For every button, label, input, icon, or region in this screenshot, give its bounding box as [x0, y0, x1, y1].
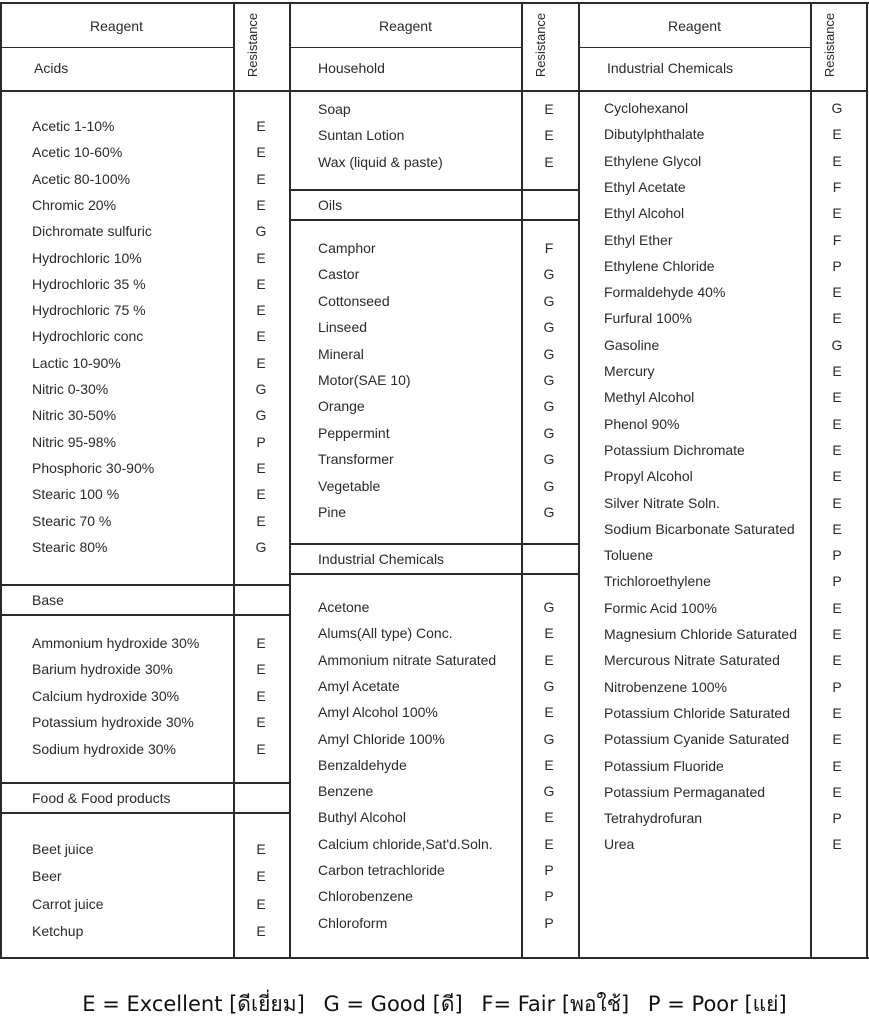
- table-border-top: [0, 2, 869, 4]
- resistance-value: E: [544, 127, 554, 144]
- resistance-value: E: [832, 284, 842, 301]
- resistance-value: E: [256, 459, 266, 476]
- reagent-name: Stearic 80%: [32, 538, 108, 555]
- reagent-name: Lactic 10-90%: [32, 354, 121, 371]
- reagent-name: Ethylene Chloride: [604, 257, 715, 274]
- legend-good: G = Good [ดี]: [323, 992, 463, 1016]
- resistance-value: E: [832, 783, 842, 800]
- reagent-name: Suntan Lotion: [318, 127, 405, 144]
- reagent-name: Mercury: [604, 363, 655, 379]
- resistance-value: G: [543, 266, 555, 283]
- reagent-header: Reagent: [90, 18, 143, 34]
- reagent-name: Amyl Acetate: [318, 677, 400, 694]
- reagent-name: Potassium Chloride Saturated: [604, 704, 790, 721]
- reagent-name: Amyl Chloride 100%: [318, 730, 445, 747]
- resistance-value: G: [543, 398, 555, 415]
- reagent-name: Phosphoric 30-90%: [32, 459, 155, 476]
- legend-excellent: E = Excellent [ดีเยี่ยม]: [82, 992, 305, 1016]
- reagent-header: Reagent: [668, 18, 721, 34]
- resistance-value: E: [256, 302, 266, 319]
- resistance-value: E: [832, 389, 842, 406]
- resistance-value: E: [544, 835, 554, 852]
- reagent-name: Acetic 80-100%: [32, 170, 131, 187]
- resistance-value: G: [543, 783, 555, 800]
- resistance-value: E: [256, 118, 266, 134]
- resistance-value: E: [832, 441, 842, 458]
- resistance-value: E: [256, 328, 266, 345]
- reagent-name: Ethyl Alcohol: [604, 205, 685, 222]
- reagent-name: Potassium Permaganated: [604, 783, 766, 800]
- reagent-name: Stearic 70 %: [32, 512, 112, 529]
- table-border-bottom: [0, 957, 869, 959]
- resistance-value: E: [256, 512, 266, 529]
- reagent-name: Wax (liquid & paste): [318, 153, 443, 170]
- reagent-name: Peppermint: [318, 424, 390, 441]
- resistance-value: E: [832, 363, 842, 379]
- reagent-name: Toluene: [604, 547, 654, 564]
- section-rule: [290, 189, 579, 191]
- column-divider: [578, 2, 580, 957]
- resistance-value: E: [256, 841, 266, 857]
- reagent-name: Gasoline: [604, 336, 660, 353]
- resistance-value: P: [256, 433, 266, 450]
- resistance-value: G: [543, 504, 555, 520]
- resistance-value: E: [544, 101, 554, 117]
- reagent-name: Ethylene Glycol: [604, 152, 702, 169]
- resistance-value: E: [256, 635, 266, 651]
- resistance-value: E: [256, 354, 266, 371]
- resistance-value: E: [832, 310, 842, 327]
- resistance-value: E: [544, 625, 554, 642]
- resistance-value: P: [832, 257, 842, 274]
- reagent-name: Potassium hydroxide 30%: [32, 714, 194, 731]
- header-bottom-rule: [579, 90, 867, 92]
- reagent-name: Calcium chloride,Sat'd.Soln.: [318, 835, 493, 852]
- reagent-name: Phenol 90%: [604, 415, 680, 432]
- reagent-name: Potassium Dichromate: [604, 441, 745, 458]
- reagent-name: Dibutylphthalate: [604, 126, 705, 143]
- resistance-value: E: [544, 809, 554, 826]
- section-title: Food & Food products: [32, 790, 171, 806]
- resistance-value: G: [543, 477, 555, 494]
- reagent-name: Cyclohexanol: [604, 100, 689, 116]
- reagent-name: Calcium hydroxide 30%: [32, 687, 180, 704]
- reagent-name: Ethyl Acetate: [604, 178, 686, 195]
- resistance-value: G: [543, 424, 555, 441]
- table-border-right: [866, 2, 868, 957]
- resistance-value: E: [256, 144, 266, 161]
- header-bottom-rule: [290, 90, 579, 92]
- reagent-name: Formic Acid 100%: [604, 599, 717, 616]
- reagent-name: Cottonseed: [318, 292, 390, 309]
- header-rule: [290, 47, 521, 48]
- resistance-value: E: [256, 895, 266, 912]
- header-rule: [579, 47, 810, 48]
- resistance-value: G: [543, 345, 555, 362]
- reagent-name: Chlorobenzene: [318, 888, 413, 905]
- resistance-value: F: [832, 178, 842, 195]
- section-rule: [0, 812, 290, 814]
- reagent-name: Benzene: [318, 783, 374, 800]
- section-rule: [290, 543, 579, 545]
- resistance-value: G: [543, 451, 555, 468]
- resistance-value: E: [256, 275, 266, 292]
- section-rule: [0, 614, 290, 616]
- resistance-value: E: [256, 714, 266, 731]
- reagent-name: Dichromate sulfuric: [32, 223, 152, 240]
- resistance-value: F: [832, 231, 842, 248]
- reagent-name: Stearic 100 %: [32, 486, 120, 503]
- resistance-value: G: [543, 319, 555, 336]
- reagent-name: Acetic 1-10%: [32, 118, 115, 134]
- resistance-value: P: [832, 678, 842, 695]
- resistance-value: E: [256, 740, 266, 757]
- resistance-value: E: [256, 170, 266, 187]
- reagent-name: Pine: [318, 504, 347, 520]
- reagent-name: Potassium Fluoride: [604, 757, 724, 774]
- resistance-value: P: [832, 810, 842, 827]
- reagent-name: Mercurous Nitrate Saturated: [604, 652, 780, 669]
- resistance-value: E: [832, 731, 842, 748]
- resistance-value: E: [832, 520, 842, 537]
- reagent-name: Hydrochloric 75 %: [32, 302, 146, 319]
- resistance-value: P: [544, 888, 554, 905]
- reagent-name: Acetic 10-60%: [32, 144, 123, 161]
- resistance-value: G: [255, 407, 267, 424]
- resistance-value: E: [832, 626, 842, 642]
- resistance-value: E: [256, 687, 266, 704]
- resistance-value: E: [256, 249, 266, 266]
- resistance-value: E: [832, 468, 842, 485]
- reagent-name: Furfural 100%: [604, 310, 692, 327]
- reagent-name: Vegetable: [318, 477, 381, 494]
- section-title: Industrial Chemicals: [607, 60, 734, 76]
- resistance-header: Resistance: [822, 12, 837, 78]
- resistance-value: G: [543, 730, 555, 747]
- resistance-value: E: [544, 704, 554, 721]
- reagent-name: Urea: [604, 836, 635, 853]
- resistance-value: E: [256, 922, 266, 939]
- resistance-value: E: [832, 836, 842, 853]
- reagent-name: Orange: [318, 398, 365, 415]
- reagent-name: Amyl Alcohol 100%: [318, 704, 438, 721]
- resistance-value: E: [832, 652, 842, 669]
- reagent-name: Linseed: [318, 319, 368, 336]
- reagent-name: Nitric 30-50%: [32, 407, 117, 424]
- resistance-value: E: [832, 205, 842, 222]
- resistance-header: Resistance: [245, 12, 260, 78]
- reagent-name: Nitrobenzene 100%: [604, 678, 727, 695]
- reagent-name: Camphor: [318, 240, 376, 256]
- resistance-value: P: [544, 862, 554, 878]
- reagent-name: Soap: [318, 101, 351, 117]
- reagent-name: Formaldehyde 40%: [604, 284, 726, 301]
- resistance-value: E: [832, 494, 842, 511]
- resistance-divider: [521, 2, 523, 957]
- section-rule: [0, 782, 290, 784]
- resistance-value: E: [832, 757, 842, 774]
- reagent-name: Ethyl Ether: [604, 231, 673, 248]
- resistance-value: G: [543, 372, 555, 388]
- resistance-value: F: [544, 240, 554, 256]
- section-title: Acids: [34, 60, 69, 76]
- reagent-name: Castor: [318, 266, 360, 283]
- reagent-name: Mineral: [318, 345, 364, 362]
- resistance-value: E: [832, 126, 842, 143]
- legend-poor: P = Poor [แย่]: [647, 992, 787, 1016]
- resistance-value: E: [832, 704, 842, 721]
- reagent-name: Propyl Alcohol: [604, 468, 693, 485]
- reagent-name: Alums(All type) Conc.: [318, 625, 453, 642]
- resistance-value: G: [543, 677, 555, 694]
- reagent-name: Magnesium Chloride Saturated: [604, 626, 797, 642]
- reagent-name: Ammonium nitrate Saturated: [318, 651, 497, 668]
- resistance-value: G: [255, 538, 267, 555]
- resistance-value: P: [832, 573, 842, 590]
- resistance-value: P: [544, 914, 554, 931]
- reagent-name: Carrot juice: [32, 895, 104, 912]
- reagent-name: Hydrochloric 35 %: [32, 275, 146, 292]
- resistance-value: G: [831, 100, 843, 116]
- resistance-divider: [810, 2, 812, 957]
- section-rule: [290, 573, 579, 575]
- resistance-value: G: [831, 336, 843, 353]
- resistance-value: G: [255, 381, 267, 397]
- reagent-name: Potassium Cyanide Saturated: [604, 731, 790, 748]
- reagent-name: Hydrochloric conc: [32, 328, 144, 345]
- reagent-name: Ketchup: [32, 922, 84, 939]
- legend-fair: F= Fair [พอใช้]: [481, 992, 630, 1016]
- reagent-name: Benzaldehyde: [318, 756, 407, 773]
- reagent-name: Sodium hydroxide 30%: [32, 740, 176, 757]
- reagent-name: Chloroform: [318, 914, 388, 931]
- legend: [0, 988, 869, 1021]
- reagent-name: Ammonium hydroxide 30%: [32, 635, 200, 651]
- resistance-value: G: [255, 223, 267, 240]
- reagent-header: Reagent: [379, 18, 432, 34]
- reagent-name: Hydrochloric 10%: [32, 249, 142, 266]
- reagent-name: Beer: [32, 868, 62, 885]
- section-rule: [290, 219, 579, 221]
- reagent-name: Nitric 0-30%: [32, 381, 109, 397]
- resistance-header: Resistance: [533, 12, 548, 78]
- reagent-name: Beet juice: [32, 841, 94, 857]
- reagent-name: Trichloroethylene: [604, 573, 711, 590]
- header-rule: [0, 47, 233, 48]
- header-bottom-rule: [0, 90, 290, 92]
- section-title: Household: [318, 60, 385, 76]
- section-title: Base: [32, 592, 64, 608]
- reagent-name: Silver Nitrate Soln.: [604, 494, 720, 511]
- section-rule: [0, 584, 290, 586]
- reagent-name: Buthyl Alcohol: [318, 809, 406, 826]
- resistance-value: G: [543, 292, 555, 309]
- reagent-name: Carbon tetrachloride: [318, 862, 445, 878]
- resistance-value: E: [832, 415, 842, 432]
- reagent-name: Motor(SAE 10): [318, 372, 411, 388]
- resistance-value: E: [256, 661, 266, 678]
- reagent-name: Transformer: [318, 451, 394, 468]
- resistance-value: G: [543, 599, 555, 615]
- reagent-name: Tetrahydrofuran: [604, 810, 703, 827]
- reagent-name: Barium hydroxide 30%: [32, 661, 173, 678]
- resistance-value: E: [544, 651, 554, 668]
- reagent-name: Chromic 20%: [32, 196, 117, 213]
- section-title: Oils: [318, 197, 343, 213]
- reagent-name: Nitric 95-98%: [32, 433, 117, 450]
- resistance-value: P: [832, 547, 842, 564]
- resistance-value: E: [832, 152, 842, 169]
- resistance-value: E: [544, 153, 554, 170]
- section-title: Industrial Chemicals: [318, 551, 445, 567]
- resistance-value: E: [256, 196, 266, 213]
- reagent-name: Methyl Alcohol: [604, 389, 695, 406]
- resistance-value: E: [256, 868, 266, 885]
- reagent-name: Acetone: [318, 599, 370, 615]
- reagent-name: Sodium Bicarbonate Saturated: [604, 520, 795, 537]
- resistance-value: E: [544, 756, 554, 773]
- resistance-value: E: [256, 486, 266, 503]
- resistance-value: E: [832, 599, 842, 616]
